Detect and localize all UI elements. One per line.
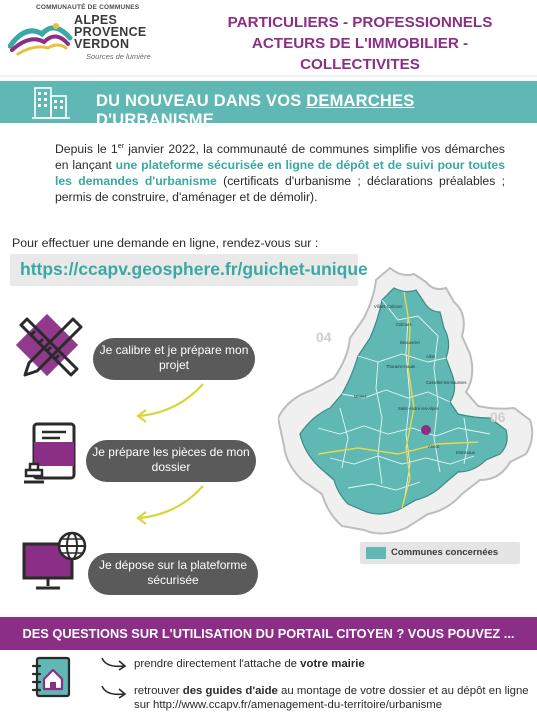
building-icon <box>32 84 70 120</box>
banner-title <box>96 92 537 130</box>
questions-title: DES QUESTIONS SUR L'UTILISATION DU PORTAIL CITOYEN ? VOUS POUVEZ ... <box>22 626 515 641</box>
arrow-right-icon <box>100 656 130 672</box>
divider <box>0 75 537 77</box>
map-town-label: Villars-Colmars <box>374 304 403 309</box>
step-3-pill: Je dépose sur la plateforme sécurisée <box>88 553 258 595</box>
banner-title-underlined: DEMARCHES D'URBANISME <box>96 92 415 129</box>
map-town-label: Allos <box>426 354 436 359</box>
intro-text: (certificats d'urbanisme ; déclarations préalables ; permis de construire, d'aménager et de démolir). <box>55 174 505 205</box>
step-2-pill: Je prépare les pièces de mon dossier <box>86 440 256 482</box>
logo-name <box>74 14 147 50</box>
intro-text: janvier 2022, la communauté de communes simplifie vos démarches en lançant <box>55 142 505 173</box>
banner-title-prefix: DU NOUVEAU DANS VOS <box>96 92 307 110</box>
map-town-label: Thorame-Haute <box>386 364 416 369</box>
map-legend <box>360 542 520 564</box>
map-town-label: Entrevaux <box>456 450 475 455</box>
option-bold: votre mairie <box>300 658 365 670</box>
map-town-label: Saint-André-les-Alpes <box>398 406 439 411</box>
map-town-label: Beauvezer <box>400 340 421 345</box>
option-guides-line-1 <box>134 684 534 698</box>
guides-url-link[interactable]: sur http://www.ccapv.fr/amenagement-du-territoire/urbanisme <box>134 699 443 711</box>
address-book-house-icon <box>31 655 73 699</box>
header <box>0 0 537 75</box>
map-town-label: Annot <box>428 444 439 449</box>
logo-name-line: PROVENCE <box>74 25 147 39</box>
map-town-label: Colmars <box>396 322 412 327</box>
audience-line-1: PARTICULIERS - PROFESSIONNELS <box>227 14 493 31</box>
ruler-pencil-icon <box>15 313 87 379</box>
audience-line-2: ACTEURS DE L'IMMOBILIER - COLLECTIVITES <box>251 35 469 73</box>
legend-label: Communes concernées <box>391 547 499 558</box>
map-town-label: Castellet-les-Sausses <box>426 380 467 385</box>
logo-name-line: ALPES <box>74 13 118 27</box>
legend-swatch <box>366 547 386 559</box>
option-text: au montage de votre dossier et au dépôt en ligne <box>277 685 529 697</box>
map-dept-06: 06 <box>490 409 506 425</box>
option-text: prendre directement l'attache de <box>134 658 301 670</box>
intro-highlight: une plateforme sécurisée en ligne de dépôt et de suivi pour toutes les demandes d'urbanisme <box>55 158 505 189</box>
arrow-curve-2 <box>118 480 218 530</box>
questions-banner <box>0 617 537 650</box>
intro-sup: er <box>117 143 124 150</box>
map-town-label: Moriez <box>354 394 367 399</box>
logo-tagline: Sources de lumière <box>86 52 151 61</box>
computer-globe-icon <box>18 530 90 594</box>
arrow-right-icon <box>100 684 130 700</box>
audience-title <box>190 12 530 75</box>
map-dept-04: 04 <box>316 329 332 345</box>
title-banner <box>0 81 537 129</box>
logo-name-line: VERDON <box>74 37 130 51</box>
option-text: retrouver <box>134 685 183 697</box>
intro-text: Depuis le 1 <box>55 142 118 157</box>
arrow-curve-1 <box>118 378 218 428</box>
document-stamp-icon <box>20 420 80 492</box>
option-guides <box>134 684 534 712</box>
option-mairie <box>134 657 365 671</box>
territory-map <box>278 258 537 570</box>
logo-top-text: COMMUNAUTÉ DE COMMUNES <box>36 4 140 11</box>
option-bold: des guides d'aide <box>182 685 278 697</box>
ccapv-logo <box>8 4 173 66</box>
intro-paragraph <box>55 139 505 205</box>
step-1-pill: Je calibre et je prépare mon projet <box>93 338 255 380</box>
online-label: Pour effectuer une demande en ligne, rendez-vous sur : <box>12 236 319 250</box>
platform-url-link[interactable]: https://ccapv.geosphere.fr/guichet-unique <box>20 259 368 279</box>
mountain-logo-icon <box>8 16 74 56</box>
